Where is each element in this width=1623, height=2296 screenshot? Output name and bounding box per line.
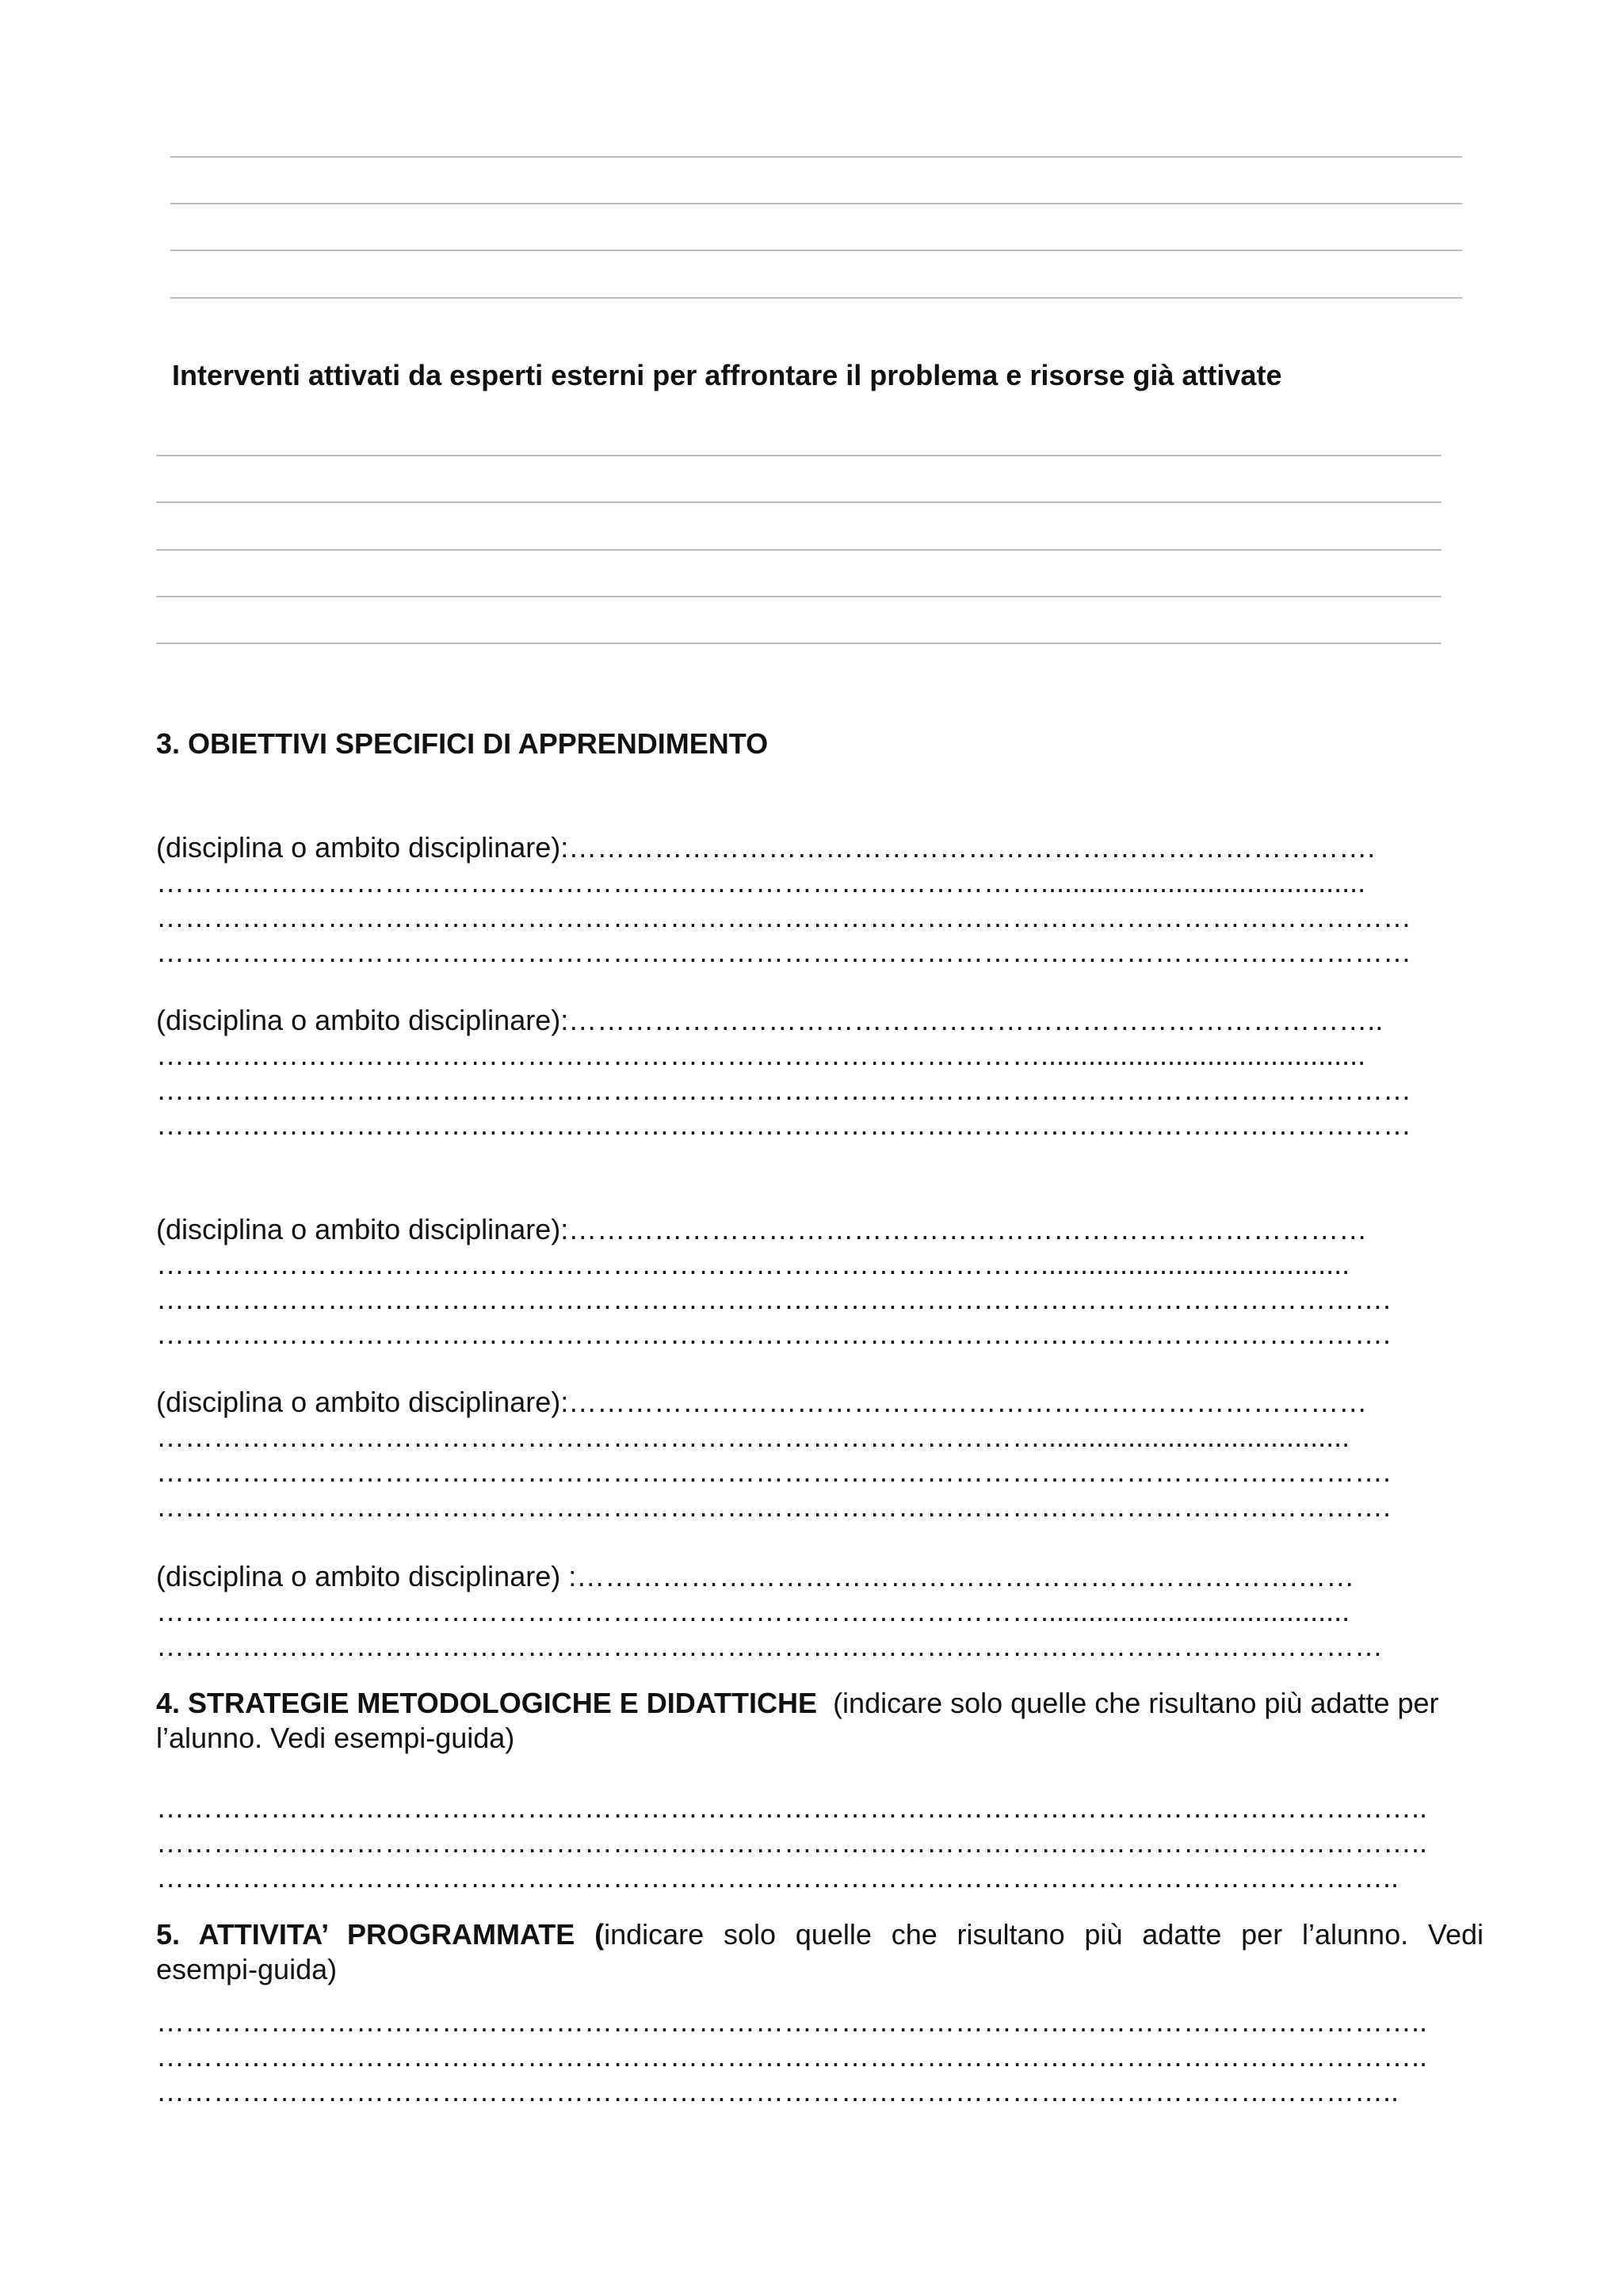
dotted-line[interactable]: …………………………………………………………………………………………………………………. xyxy=(156,1318,1392,1350)
writing-line[interactable] xyxy=(170,297,1462,299)
section-5-heading: 5. ATTIVITA’ PROGRAMMATE ( xyxy=(156,1918,605,1951)
interventi-heading: Interventi attivati da esperti esterni per affrontare il problema e risorse già attivate xyxy=(172,359,1282,391)
dotted-line[interactable]: …………………………………………………………………………………......................................... xyxy=(156,1039,1366,1071)
section-3-heading: 3. OBIETTIVI SPECIFICI DI APPRENDIMENTO xyxy=(156,727,769,760)
discipline-label: (disciplina o ambito disciplinare) :………………………………………………………………….…… xyxy=(156,1560,1355,1592)
section-5-intro xyxy=(156,1917,1484,1987)
writing-line[interactable] xyxy=(156,643,1442,644)
dotted-line[interactable]: …………………………………………………………………………………....................................... xyxy=(156,1595,1350,1627)
section-4-heading: 4. STRATEGIE METODOLOGICHE E DIDATTICHE xyxy=(156,1687,818,1719)
dotted-line[interactable]: …………………………………………………………………………………......................................... xyxy=(156,866,1366,898)
writing-line[interactable] xyxy=(170,156,1462,158)
writing-line[interactable] xyxy=(170,250,1462,251)
writing-line[interactable] xyxy=(156,549,1442,551)
dotted-line[interactable]: …………………………………………………………………………………………………………………… xyxy=(156,1108,1411,1141)
dotted-line[interactable]: …………………………………………………………………………………………………………………… xyxy=(156,1074,1411,1106)
dotted-line[interactable]: …………………………………………………………………………………………………………………….. xyxy=(156,1791,1428,1824)
dotted-line[interactable]: ………………………………………………………………………………………………………………….. xyxy=(156,2075,1400,2107)
discipline-label: (disciplina o ambito disciplinare):………………………………………………………………………….. xyxy=(156,1004,1384,1036)
section-5-note: indicare solo quelle che risultano più adatte per l’alunno. Vedi esempi-guida) xyxy=(156,1918,1484,1985)
dotted-line[interactable]: …………………………………………………………………………………………………………………….. xyxy=(156,2040,1428,2073)
section-4-note: (indicare solo quelle che risultano più adatte per l’alunno. Vedi esempi-guida) xyxy=(156,1687,1439,1754)
dotted-line[interactable]: …………………………………………………………………………………………………………………. xyxy=(156,1490,1392,1523)
writing-line[interactable] xyxy=(156,455,1442,456)
writing-line[interactable] xyxy=(156,502,1442,503)
dotted-line[interactable]: …………………………………………………………………………………………………………………. xyxy=(156,1455,1392,1488)
dotted-line[interactable]: …………………………………………………………………………………………………………………… xyxy=(156,936,1411,968)
dotted-line[interactable]: …………………………………………………………………………………………………………………….. xyxy=(156,2005,1428,2038)
dotted-line[interactable]: …………………………………………………………………………………………………………………. xyxy=(156,1283,1392,1315)
discipline-label: (disciplina o ambito disciplinare):…………………………………………………………………………. xyxy=(156,831,1376,864)
dotted-line[interactable]: ………………………………………………………………………………………………………………….. xyxy=(156,1861,1400,1894)
dotted-line[interactable]: …………………………………………………………………………………....................................... xyxy=(156,1248,1350,1280)
dotted-line[interactable]: ………………………………………………………………………………………………………………… xyxy=(156,1630,1383,1662)
dotted-line[interactable]: …………………………………………………………………………………………………………………….. xyxy=(156,1826,1428,1859)
discipline-label: (disciplina o ambito disciplinare):………………………………………………………………………… xyxy=(156,1386,1368,1418)
dotted-line[interactable]: …………………………………………………………………………………………………………………… xyxy=(156,901,1411,933)
dotted-line[interactable]: …………………………………………………………………………………....................................... xyxy=(156,1421,1350,1453)
section-4-intro xyxy=(156,1686,1464,1756)
writing-line[interactable] xyxy=(170,203,1462,204)
discipline-label: (disciplina o ambito disciplinare):………………………………………………………………………… xyxy=(156,1213,1368,1245)
writing-line[interactable] xyxy=(156,596,1442,597)
